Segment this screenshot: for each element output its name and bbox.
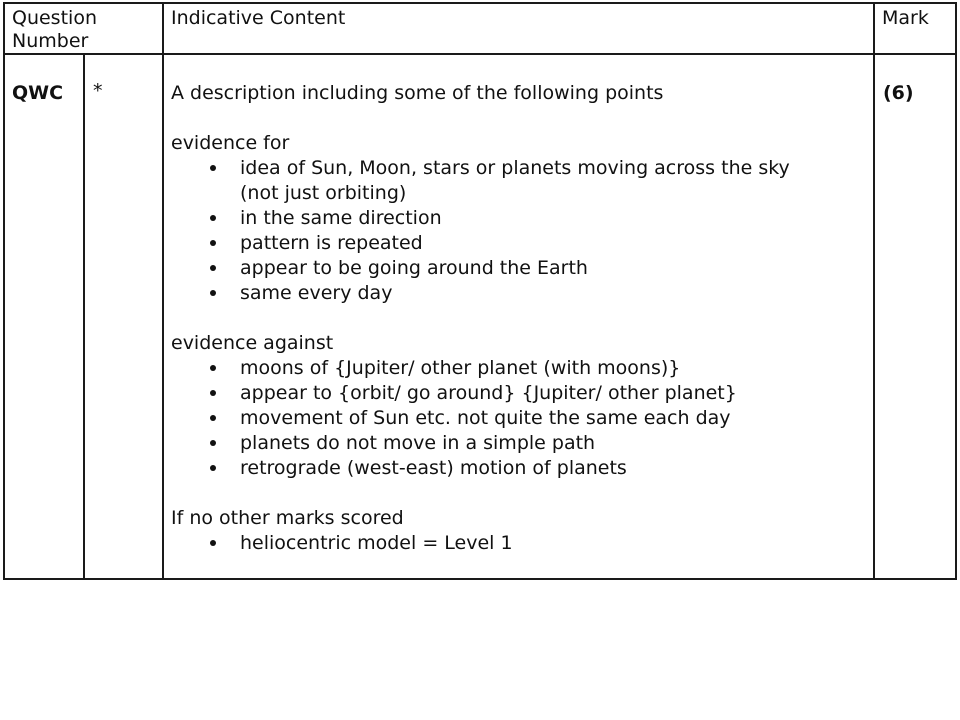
mark-value: (6): [883, 82, 914, 104]
header-question-number-line2: Number: [12, 30, 89, 52]
list-item: same every day: [210, 281, 790, 306]
section-heading-evidence-for: evidence for: [171, 132, 290, 154]
header-indicative-content: Indicative Content: [171, 7, 346, 29]
list-item: moons of {Jupiter/ other planet (with moons)}: [210, 356, 737, 381]
bullet-icon: [210, 540, 216, 546]
bullet-icon: [210, 415, 216, 421]
bullet-icon: [210, 265, 216, 271]
evidence-against-list: [210, 356, 737, 481]
bullet-icon: [210, 290, 216, 296]
intro-text: A description including some of the following points: [171, 82, 664, 104]
list-item: idea of Sun, Moon, stars or planets moving across the sky: [210, 156, 790, 181]
column-divider-2: [162, 4, 164, 578]
section-heading-no-other-marks: If no other marks scored: [171, 507, 404, 529]
bullet-icon: [210, 390, 216, 396]
list-item: planets do not move in a simple path: [210, 431, 737, 456]
header-question-number-line1: Question: [12, 7, 97, 29]
no-other-marks-list: [210, 531, 513, 556]
list-item: pattern is repeated: [210, 231, 790, 256]
header-mark: Mark: [882, 7, 929, 29]
bullet-icon: [210, 165, 216, 171]
list-item: appear to {orbit/ go around} {Jupiter/ other planet}: [210, 381, 737, 406]
bullet-icon: [210, 365, 216, 371]
evidence-for-list: [210, 156, 790, 306]
bullet-icon: [210, 215, 216, 221]
column-divider-1: [83, 55, 85, 578]
header-divider: [5, 53, 955, 55]
mark-scheme-table: [3, 2, 957, 580]
list-item: movement of Sun etc. not quite the same each day: [210, 406, 737, 431]
list-item: in the same direction: [210, 206, 790, 231]
bullet-icon: [210, 440, 216, 446]
question-id: QWC: [12, 82, 64, 104]
column-divider-3: [873, 4, 875, 578]
section-heading-evidence-against: evidence against: [171, 332, 334, 354]
list-item: retrograde (west-east) motion of planets: [210, 456, 737, 481]
bullet-icon: [210, 465, 216, 471]
list-item: appear to be going around the Earth: [210, 256, 790, 281]
star-marker: *: [93, 80, 103, 102]
bullet-icon: [210, 240, 216, 246]
list-item-continuation: (not just orbiting): [240, 182, 407, 204]
list-item: heliocentric model = Level 1: [210, 531, 513, 556]
